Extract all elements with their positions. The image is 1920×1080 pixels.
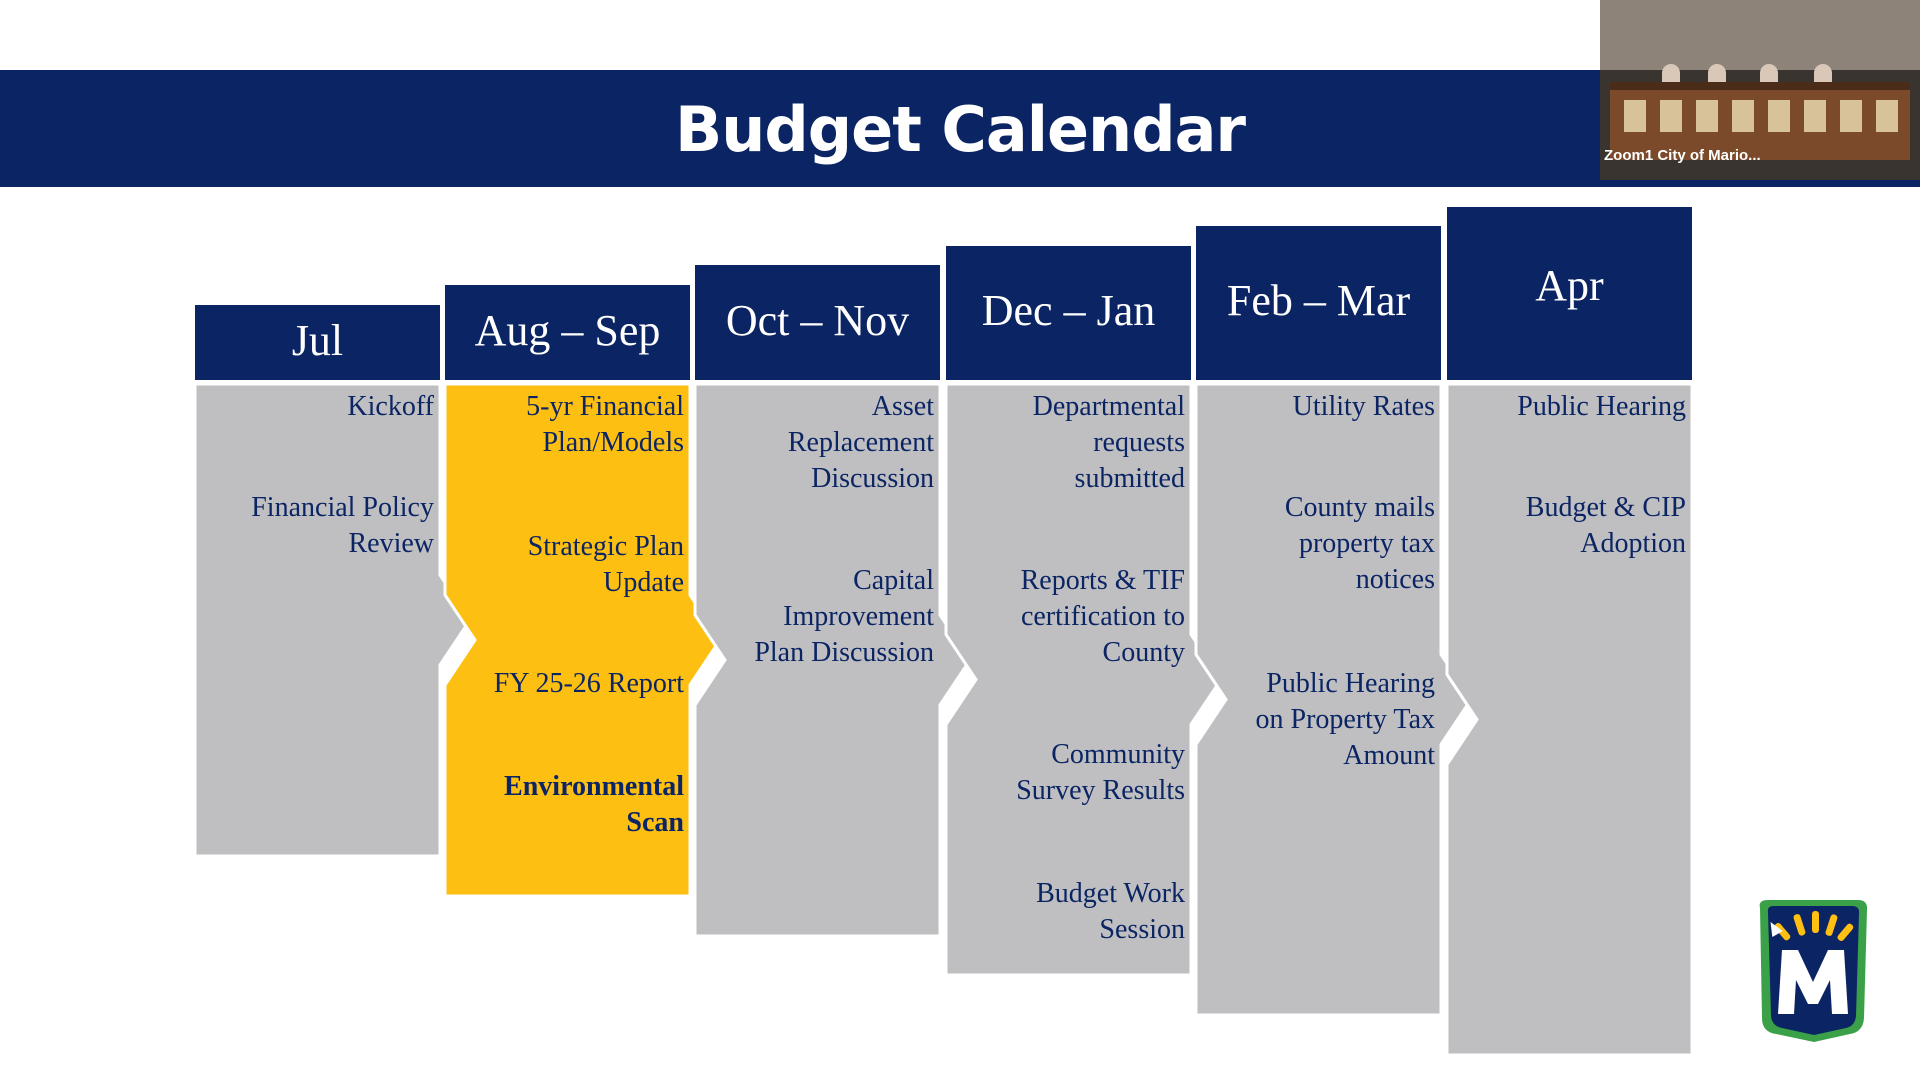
calendar-item: Public Hearing on Property Tax Amount bbox=[1255, 668, 1435, 771]
video-panel bbox=[1840, 100, 1862, 132]
column-header-2 bbox=[445, 285, 690, 380]
video-panel bbox=[1804, 100, 1826, 132]
calendar-item: Financial Policy Review bbox=[251, 492, 434, 559]
column-header-4 bbox=[946, 246, 1191, 380]
calendar-item: Public Hearing bbox=[1517, 391, 1686, 422]
column-header-label: Apr bbox=[1535, 260, 1604, 310]
column-body-6 bbox=[1447, 384, 1692, 1055]
video-panel bbox=[1876, 100, 1898, 132]
calendar-item: Budget & CIP Adoption bbox=[1525, 492, 1686, 559]
calendar-item: Capital Improvement Plan Discussion bbox=[754, 565, 934, 668]
column-header-1 bbox=[195, 305, 440, 380]
calendar-item: Departmental requests submitted bbox=[1032, 391, 1185, 494]
video-panel bbox=[1768, 100, 1790, 132]
column-header-3 bbox=[695, 265, 940, 380]
calendar-item: 5-yr Financial Plan/Models bbox=[526, 391, 684, 458]
calendar-item: County mails property tax notices bbox=[1284, 492, 1435, 595]
calendar-item: Asset Replacement Discussion bbox=[787, 391, 934, 494]
video-panel bbox=[1660, 100, 1682, 132]
video-thumbnail[interactable] bbox=[1600, 0, 1920, 180]
calendar-item: Kickoff bbox=[347, 391, 434, 422]
column-header-label: Oct – Nov bbox=[725, 295, 910, 345]
calendar-item: Community Survey Results bbox=[1016, 739, 1185, 806]
column-header-label: Aug – Sep bbox=[474, 305, 661, 355]
video-participant-label: Zoom1 City of Mario... bbox=[1604, 147, 1761, 164]
calendar-item: FY 25-26 Report bbox=[493, 668, 684, 699]
marion-logo-icon bbox=[1752, 896, 1874, 1044]
slide-title: Budget Calendar bbox=[674, 93, 1245, 166]
video-panel bbox=[1624, 100, 1646, 132]
calendar-item: Budget Work Session bbox=[1036, 878, 1185, 945]
column-header-label: Dec – Jan bbox=[981, 286, 1156, 335]
calendar-item: Environmental Scan bbox=[504, 771, 684, 838]
column-body-1 bbox=[195, 384, 470, 856]
column-header-label: Feb – Mar bbox=[1226, 276, 1411, 325]
calendar-item: Reports & TIF certification to County bbox=[1020, 565, 1185, 668]
column-header-label: Jul bbox=[291, 315, 344, 365]
calendar-item: Strategic Plan Update bbox=[527, 531, 684, 598]
video-panel bbox=[1732, 100, 1754, 132]
video-wall bbox=[1600, 0, 1920, 70]
column-header-5 bbox=[1196, 226, 1441, 380]
calendar-item: Utility Rates bbox=[1292, 391, 1435, 422]
video-panel bbox=[1696, 100, 1718, 132]
column-header-6 bbox=[1447, 207, 1692, 380]
